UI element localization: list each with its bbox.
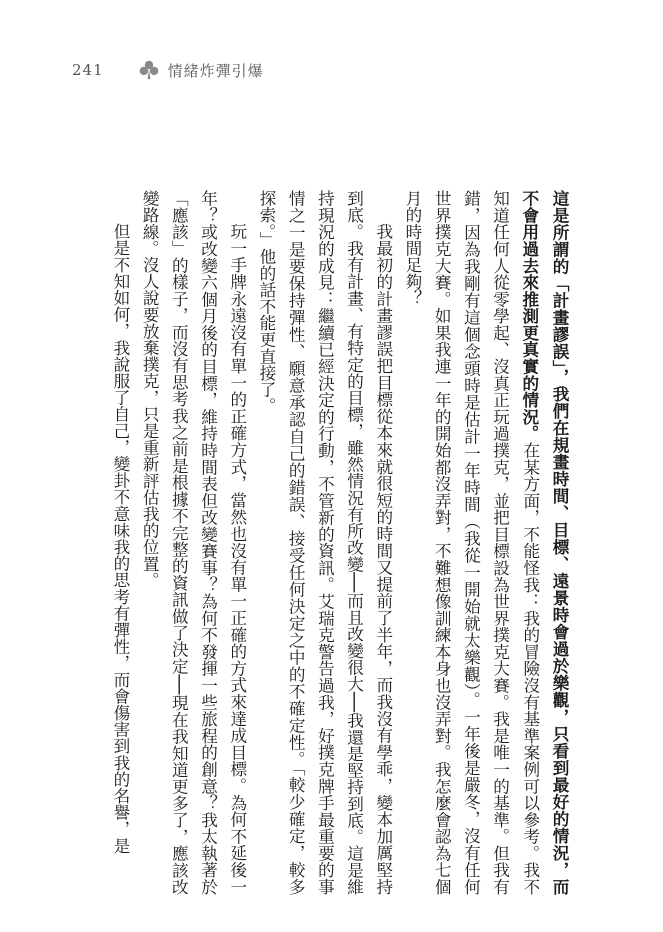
paragraph-1-rest: 在某方面，不能怪我：我的冒險沒有基準案例可以參考。我不知道任何人從零學起、沒真正玩過撲克，並把目標設為世界撲克大賽。我是唯一的基準。但我有錯，因為我剛有這個念頭時是估計一年時間（我從一開始就太樂觀）。一年後是嚴冬，沒有任何世界撲克大賽。如果我連一年的開始都沒弄對，不難想像訓練本身也沒弄對。我怎麼會認為七個月的時間足夠？: [402, 190, 540, 896]
paragraph-4: 但是不知如何，我說服了自己，變卦不意味我的思考有彈性，而會傷害到我的名譽，是: [110, 223, 130, 854]
page-header: [72, 58, 264, 82]
paragraph-2: 我最初的計畫謬誤把目標從本來就很短的時間又提前了半年，而我沒有學乖，變本加厲堅持到底。我有計畫、有特定的目標，雖然情況有所改變──而且改變很大──我還是堅持到底。這是維持現況的成見：繼續已經決定的行動，不管新的資訊。艾瑞克警告過我，好撲克牌手最重要的事情之一是要保持彈性、願意承認自己的錯誤、接受任何決定之中的不確定性。「較少確定，較多探索。」他的話不能更直接了。: [256, 190, 393, 895]
page-number: 241: [72, 61, 104, 79]
club-icon: [138, 59, 160, 81]
paragraph-1: [398, 190, 575, 895]
body-text: [75, 190, 575, 895]
paragraph-3: 玩一手牌永遠沒有單一的正確方式，當然也沒有單一正確的方式來達成目標。為何不延後一年？或改變六個月後的目標，維持時間表但改變賽事？為何不發揮一些旅程的創意？我太執著於「應該」的樣子，而沒有思考我之前是根據不完整的資訊做了決定──現在我知道更多了，應該改變路線。沒人說要放棄撲克，只是重新評估我的位置。: [140, 190, 247, 895]
bold-line-1: 這是所謂的「計畫謬誤」，我們在規畫時間、目標、遠景時會過於樂觀，只看到最好的: [550, 190, 570, 828]
book-title: 情緒炸彈引爆: [167, 61, 264, 80]
bold-line-2: 情況，而不會用過去來推測更真實的情況。: [519, 190, 570, 895]
